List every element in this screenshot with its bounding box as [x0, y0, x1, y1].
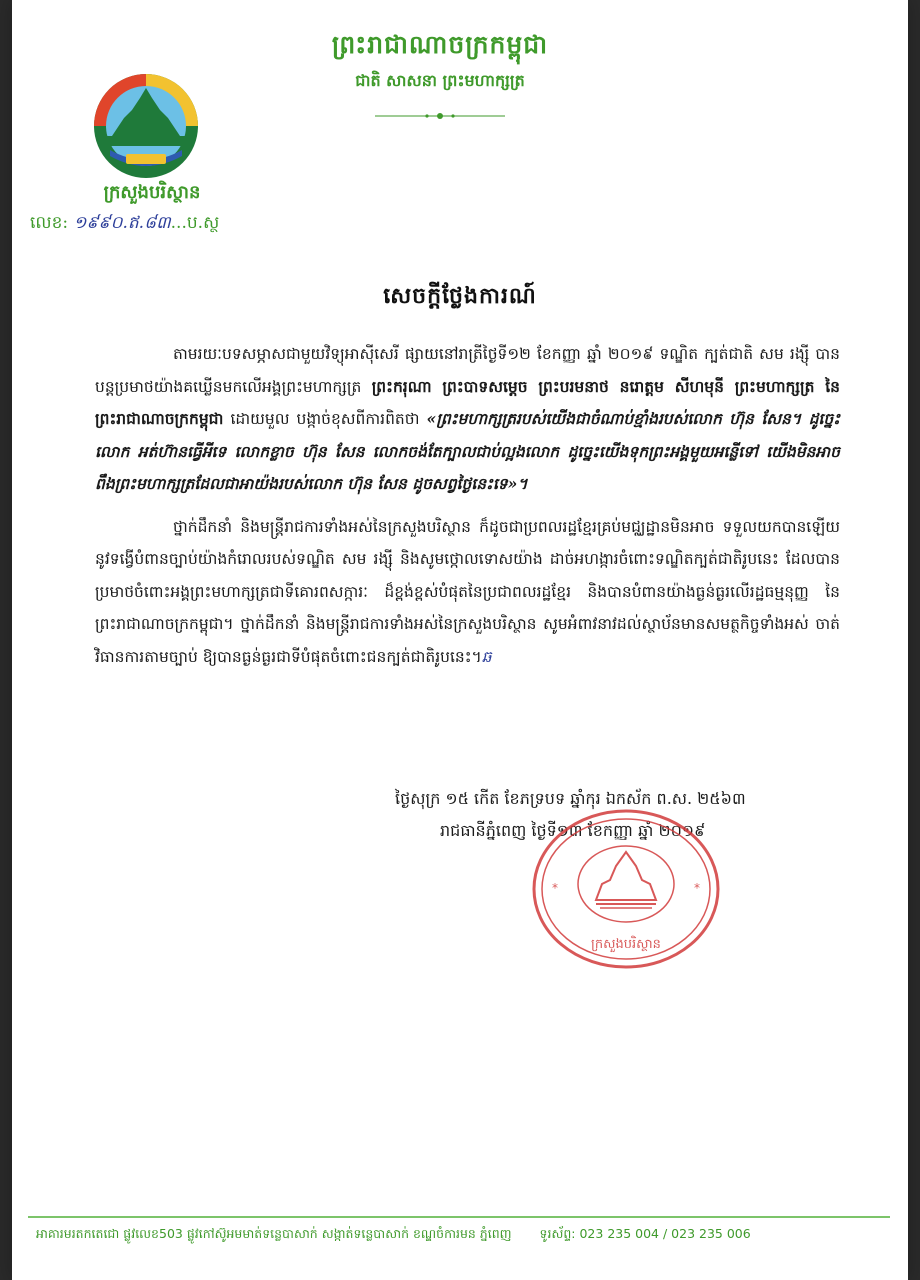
paragraph-2-text: ថ្នាក់ដឹកនាំ និងមន្ត្រីរាជការទាំងអស់នៃក្រសួងបរិស្ថាន ក៏ដូចជាប្រពលរដ្ឋខ្មែរគ្រប់មជ្ឈដ្ឋានមិនអាច ទទួលយកបានឡើយនូវទង្វើបំពានច្បាប់យ៉ាងកំរោលរបស់ទណ្ឌិត សម រង្ស៊ី និងសូមថ្កោលទោសយ៉ាង ដាច់អហង្ការចំពោះទណ្ឌិតក្បត់ជាតិរូបនេះ ដែលបានប្រមាថចំពោះអង្គព្រះមហាក្សត្រជាទីគោរពសក្ការៈ ដ៏ខ្ពង់ខ្ពស់បំផុតនៃប្រជាពលរដ្ឋខ្មែរ និងបានបំពានយ៉ាងធ្ងន់ធ្ងរលើរដ្ឋធម្មនុញ្ញ នៃព្រះរាជាណាចក្រកម្ពុជា។ ថ្នាក់ដឹកនាំ និងមន្ត្រីរាជការទាំងអស់នៃក្រសួងបរិស្ថាន សូមអំពាវនាវដល់ស្ថាប័នមានសមត្ថកិច្ចទាំងអស់ ចាត់វិធានការតាមច្បាប់ ឱ្យបានធ្ងន់ធ្ងរជាទីបំផុតចំពោះជនក្បត់ជាតិរូបនេះ។	[95, 517, 840, 666]
footer	[36, 1226, 886, 1245]
reference-suffix: ...ប.ស្ថ	[170, 213, 220, 233]
footer-divider	[28, 1216, 890, 1218]
statement-body	[95, 338, 840, 673]
reference-number	[30, 212, 219, 237]
ornament-divider	[375, 110, 505, 122]
footer-phone-label: ទូរស័ព្ទ:	[539, 1226, 576, 1241]
official-seal	[530, 808, 722, 970]
seal-text: ក្រសួងបរិស្ថាន	[591, 937, 661, 952]
paragraph-1-intro: តាមរយៈបទសម្ភាសជាមួយវិទ្យុអាស៊ីសេរី ផ្សាយនៅរាត្រីថ្ងៃទី១២ ខែកញ្ញា ឆ្នាំ ២០១៩ ទណ្ឌិត ក្បត់ជាតិ សម រង្ស៊ី បានបន្តប្រមាថយ៉ាងគឃ្លើនមកលើអង្គព្រះមហាក្សត្រ	[95, 345, 840, 396]
reference-value: ១៩៩០.ឥ.៨៣	[73, 213, 171, 233]
ministry-name: ក្រសួងបរិស្ថាន	[103, 182, 201, 203]
paragraph-2	[95, 511, 840, 674]
end-mark: ឆ	[481, 647, 492, 666]
kingdom-heading: ព្រះរាជាណាចក្រកម្ពុជា	[331, 30, 549, 59]
document-title: សេចក្តីថ្លែងការណ៍	[383, 283, 537, 309]
svg-text:*: *	[694, 881, 700, 895]
reference-prefix: លេខ:	[30, 213, 69, 233]
footer-phone: 023 235 004 / 023 235 006	[579, 1226, 751, 1241]
royal-title: ព្រះករុណា ព្រះបាទសម្តេច ព្រះបរមនាថ នរោត្តម សីហមុនី ព្រះមហាក្សត្រ នៃព្រះរាជាណាចក្រកម្ពុជា	[95, 376, 840, 428]
lunar-date: ថ្ងៃសុក្រ ១៥ កើត ខែភទ្របទ ឆ្នាំកុរ ឯកស័ក ព.ស. ២៥៦៣	[395, 789, 746, 808]
footer-address: អាគារមរតកតេជោ ផ្លូវលេខ503 ផ្លូវកៅស៊ូអមមាត់ទន្លេបាសាក់ សង្កាត់ទន្លេបាសាក់ ខណ្ឌចំការមន ភ្នំពេញ	[36, 1226, 512, 1241]
ministry-logo	[90, 70, 202, 182]
svg-text:*: *	[552, 881, 558, 895]
paragraph-1-mid: ដោយមួល បង្កាច់ខុសពីការពិតថា	[230, 410, 420, 428]
paragraph-1	[95, 338, 840, 501]
solar-date: រាជធានីភ្នំពេញ ថ្ងៃទី១៣ ខែកញ្ញា ឆ្នាំ ២០១៩	[440, 821, 706, 840]
quoted-statement: «ព្រះមហាក្សត្ររបស់យើងជាចំណាប់ខ្មាំងរបស់លោក ហ៊ុន សែន។ ដូច្នេះលោក អត់ហ៊ានធ្វើអីទេ លោកខ្លាច ហ៊ុន សែន លោកចង់តែក្បាលជាប់ល្អងលោក ដូច្នេះយើងទុកព្រះអង្គមួយអន្លើទៅ យើងមិនអាចពឹងព្រះមហាក្សត្រដែលជាអាយ៉ងរបស់លោក ហ៊ុន សែន ដូចសព្វថ្ងៃនេះទេ»។	[95, 409, 840, 493]
national-motto: ជាតិ សាសនា ព្រះមហាក្សត្រ	[355, 71, 525, 90]
